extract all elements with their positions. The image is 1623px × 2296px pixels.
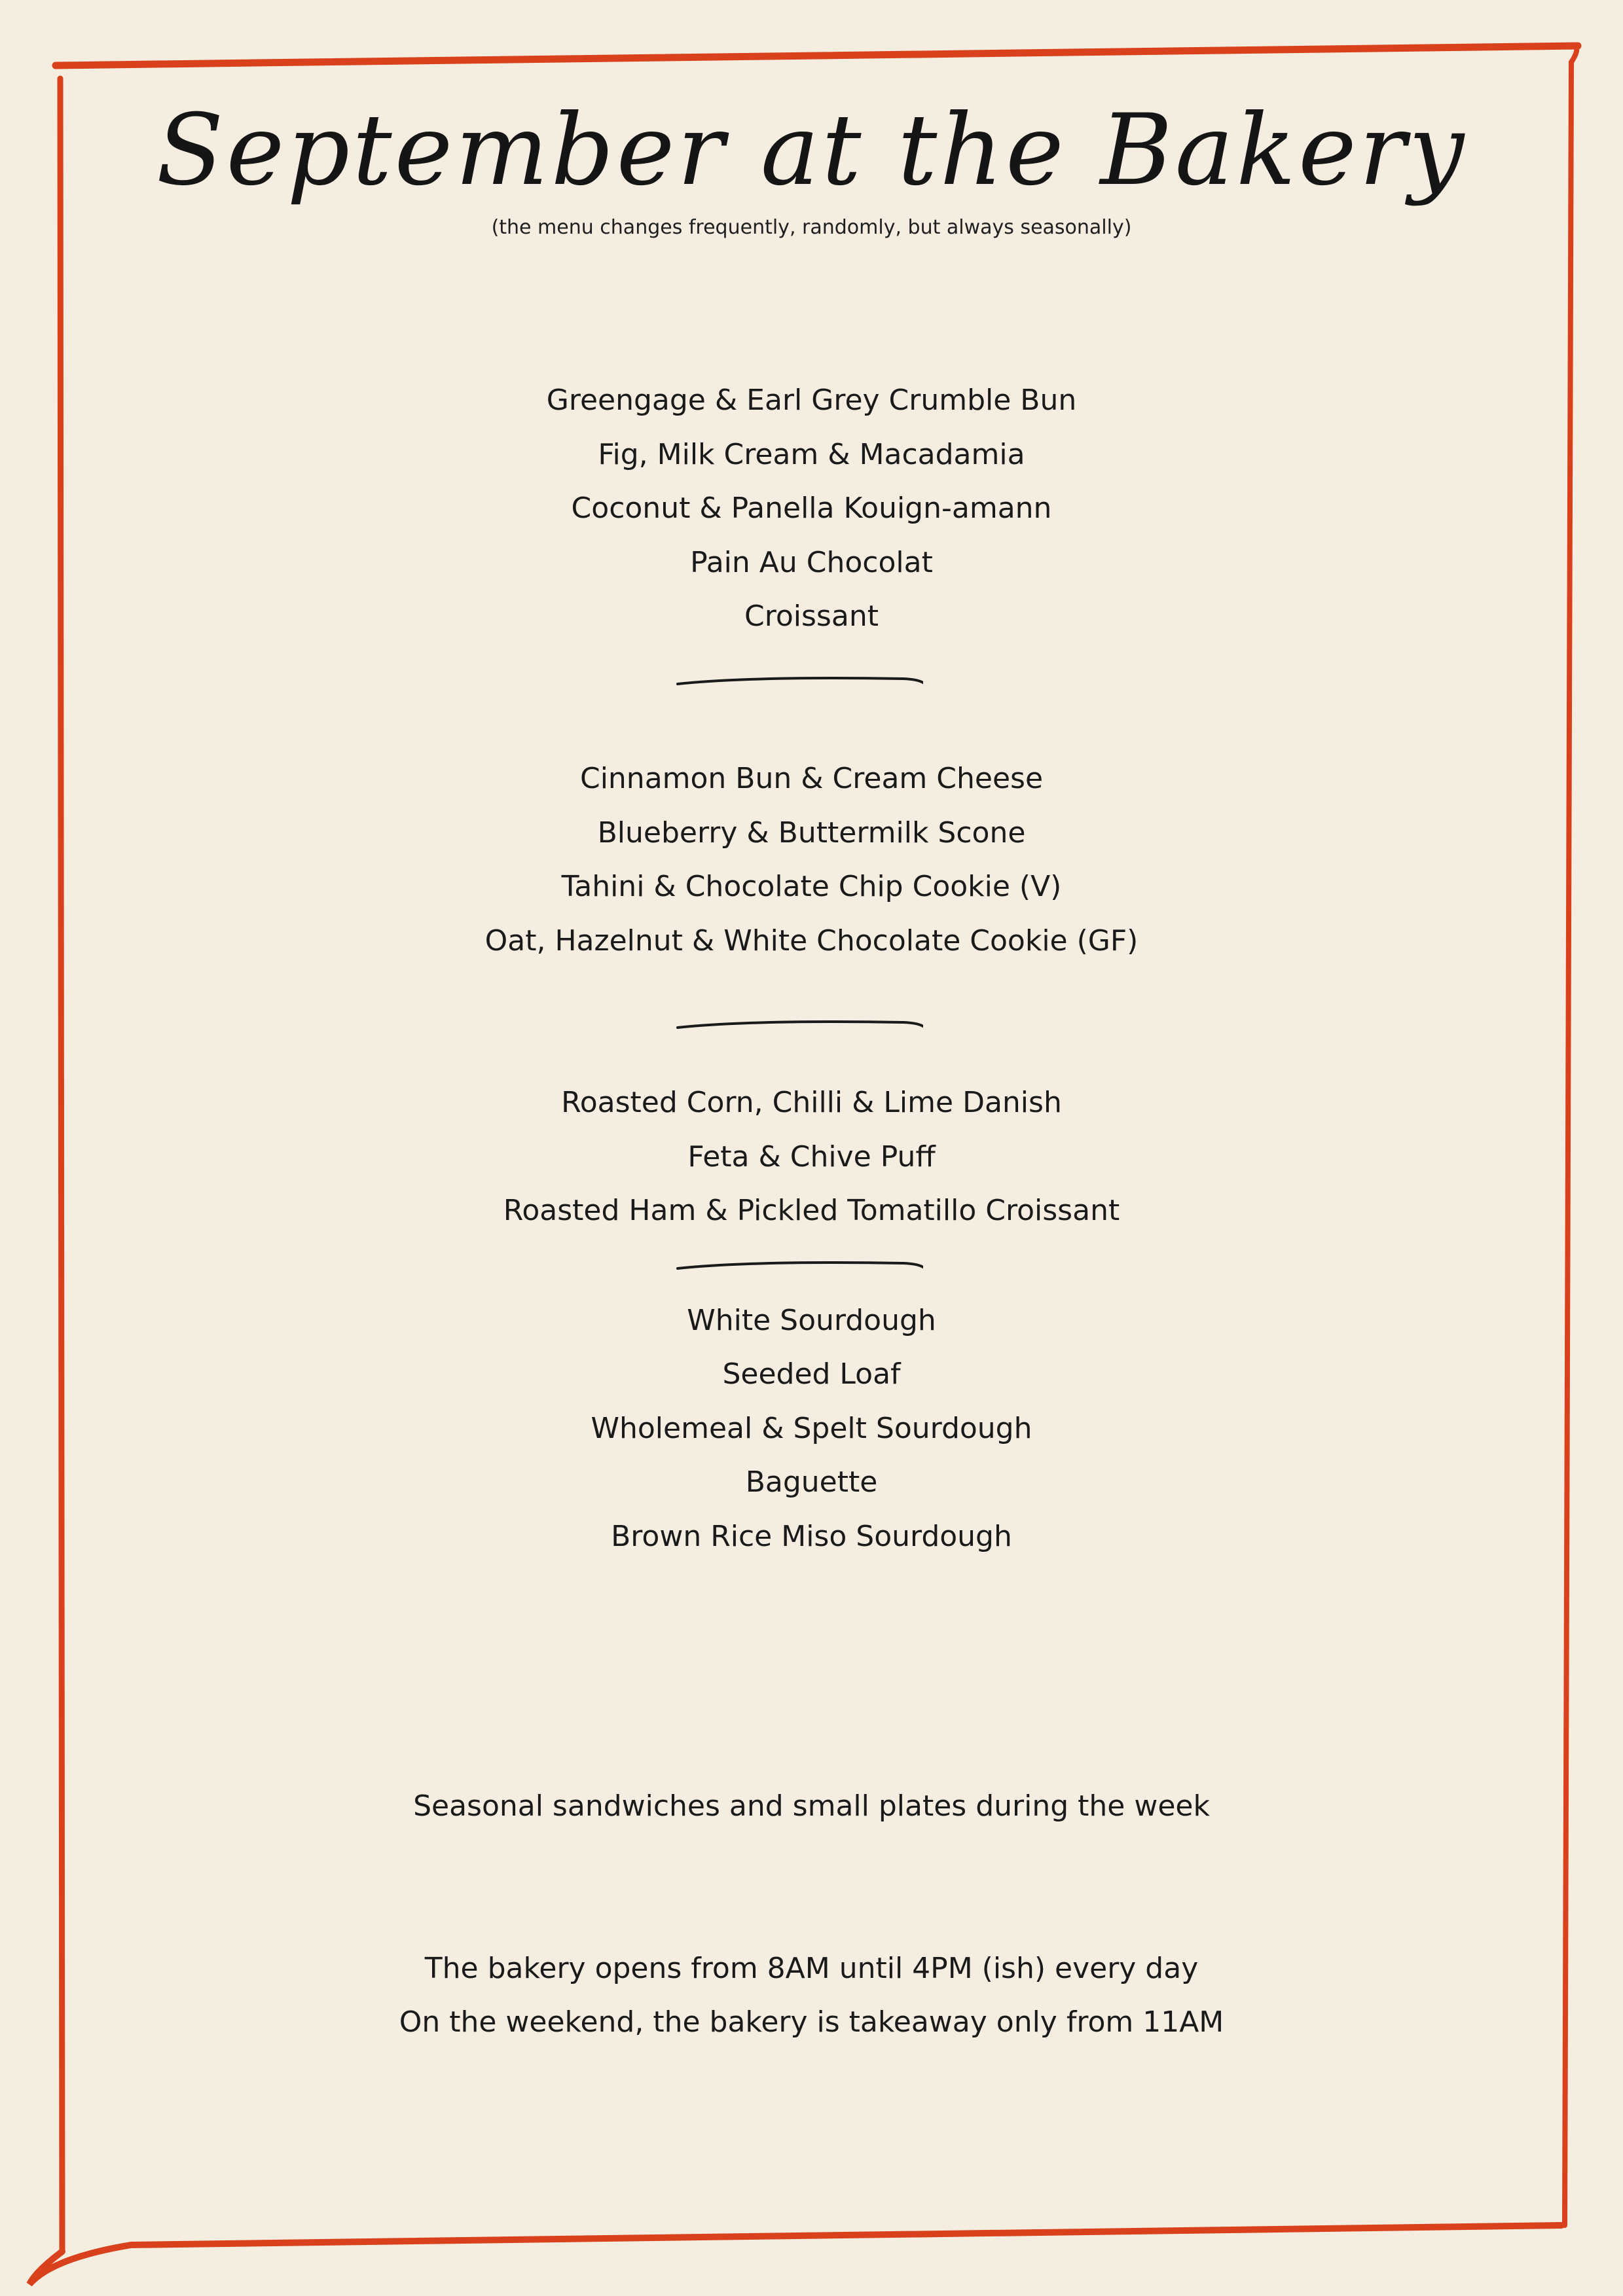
menu-item: Seeded Loaf (722, 1357, 901, 1391)
menu-item: Fig, Milk Cream & Macadamia (598, 438, 1025, 471)
section-divider (674, 671, 923, 691)
menu-item: White Sourdough (687, 1304, 936, 1337)
menu-item: Wholemeal & Spelt Sourdough (591, 1412, 1032, 1445)
menu-item: Brown Rice Miso Sourdough (611, 1520, 1012, 1553)
menu-item: Roasted Ham & Pickled Tomatillo Croissant (503, 1194, 1120, 1227)
weekend-note: On the weekend, the bakery is takeaway only from 11AM (399, 2005, 1224, 2039)
menu-item: Blueberry & Buttermilk Scone (597, 816, 1026, 850)
section-divider (674, 1014, 923, 1034)
menu-item: Pain Au Chocolat (690, 546, 933, 579)
menu-item: Croissant (744, 600, 879, 633)
menu-item: Baguette (745, 1465, 878, 1499)
menu-item: Feta & Chive Puff (687, 1140, 936, 1174)
page-title: September at the Bakery (156, 94, 1467, 207)
page-subtitle: (the menu changes frequently, randomly, but always seasonally) (491, 216, 1132, 239)
menu-item: Oat, Hazelnut & White Chocolate Cookie (GF) (484, 924, 1139, 958)
sandwiches-note: Seasonal sandwiches and small plates during the week (413, 1789, 1210, 1823)
section-divider (674, 1255, 923, 1275)
menu-item: Tahini & Chocolate Chip Cookie (V) (561, 870, 1062, 903)
menu-item: Greengage & Earl Grey Crumble Bun (546, 384, 1077, 417)
menu-item: Roasted Corn, Chilli & Lime Danish (561, 1086, 1062, 1119)
menu-item: Cinnamon Bun & Cream Cheese (579, 762, 1044, 795)
menu-item: Coconut & Panella Kouign-amann (571, 492, 1052, 525)
opening-hours: The bakery opens from 8AM until 4PM (ish) every day (424, 1952, 1199, 1985)
